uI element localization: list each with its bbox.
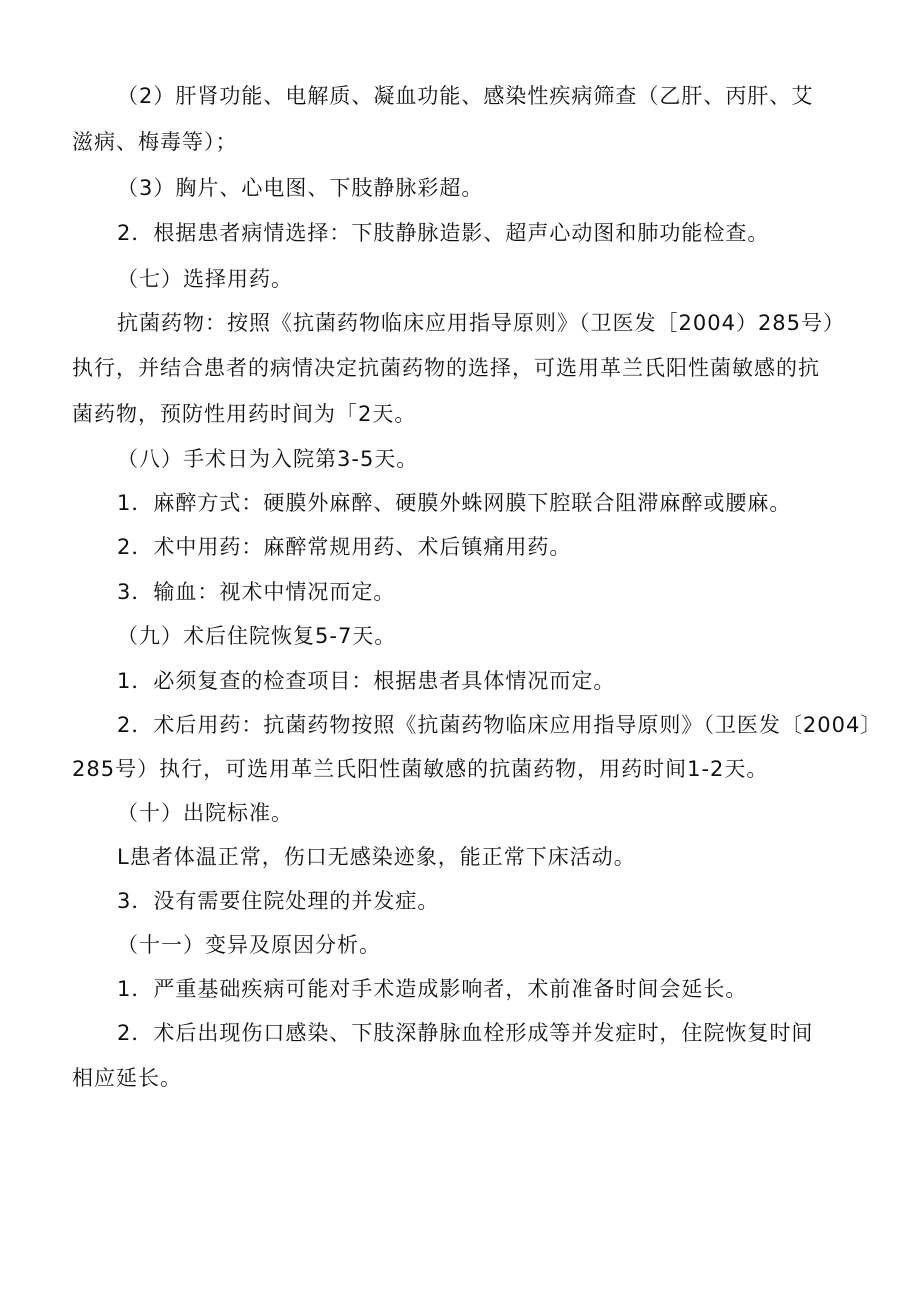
line-anesthesia: 1．麻醉方式：硬膜外麻醉、硬膜外蛛网膜下腔联合阻滞麻醉或腰麻。 — [117, 491, 792, 515]
line-antibiotics-3: 菌药物，预防性用药时间为「2天。 — [72, 402, 417, 426]
line-optional-exams: 2．根据患者病情选择：下肢静脉造影、超声心动图和肺功能检查。 — [117, 221, 770, 245]
line-variation-1: 1．严重基础疾病可能对手术造成影响者，术前准备时间会延长。 — [117, 977, 748, 1001]
line-chest-xray: （3）胸片、心电图、下肢静脉彩超。 — [117, 176, 484, 200]
line-intraop-medication: 2．术中用药：麻醉常规用药、术后镇痛用药。 — [117, 535, 572, 559]
line-aids-syphilis: 滋病、梅毒等）； — [72, 130, 238, 154]
line-variation-2: 2．术后出现伤口感染、下肢深静脉血栓形成等并发症时，住院恢复时间 — [117, 1021, 814, 1045]
line-variation-3: 相应延长。 — [72, 1066, 182, 1090]
heading-discharge: （十）出院标准。 — [117, 801, 293, 825]
line-postop-medication-1: 2．术后用药：抗菌药物按照《抗菌药物临床应用指导原则》（卫医发〔2004〕 — [117, 713, 883, 737]
heading-variation: （十一）变异及原因分析。 — [117, 933, 381, 957]
line-transfusion: 3．输血：视术中情况而定。 — [117, 580, 396, 604]
line-required-recheck: 1．必须复查的检查项目：根据患者具体情况而定。 — [117, 669, 616, 693]
line-postop-medication-2: 285号）执行，可选用革兰氏阳性菌敏感的抗菌药物，用药时间1-2天。 — [72, 757, 769, 781]
heading-postop-recovery: （九）术后住院恢复5-7天。 — [117, 624, 397, 648]
line-antibiotics-2: 执行，并结合患者的病情决定抗菌药物的选择，可选用革兰氏阳性菌敏感的抗 — [72, 356, 820, 380]
line-no-complications: 3．没有需要住院处理的并发症。 — [117, 889, 440, 913]
line-antibiotics-1: 抗菌药物：按照《抗菌药物临床应用指导原则》（卫医发［2004）285号） — [117, 311, 846, 335]
line-discharge-criteria: L患者体温正常，伤口无感染迹象，能正常下床活动。 — [117, 845, 636, 869]
heading-select-medication: （七）选择用药。 — [117, 267, 293, 291]
line-liver-kidney: （2）肝肾功能、电解质、凝血功能、感染性疾病筛查（乙肝、丙肝、艾 — [117, 84, 814, 108]
heading-surgery-day: （八）手术日为入院第3-5天。 — [117, 447, 419, 471]
